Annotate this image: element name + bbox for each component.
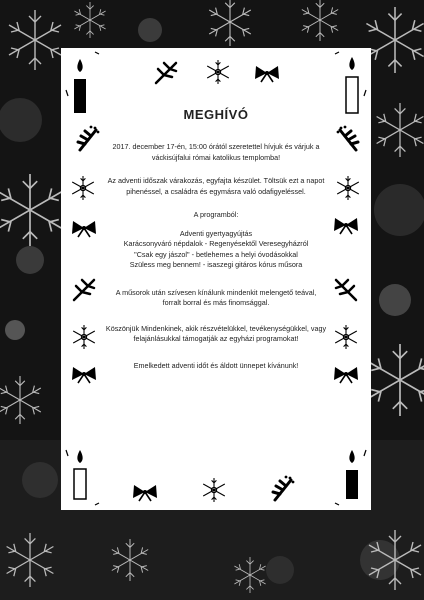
page-title: MEGHÍVÓ	[183, 107, 249, 122]
invitation-text	[74, 100, 358, 371]
intro-line: 2017. december 17-én, 15:00 órától szeretettel hívjuk és várjuk a	[112, 142, 320, 151]
advent-line: pihenéssel, a családra és egymásra való odafigyeléssel.	[126, 186, 306, 196]
closing-line: Emelkedett adventi időt és áldott ünnepet kívánunk!	[133, 360, 299, 370]
program-item: Szüless meg bennem! - isaszegi gitáros kórus műsora	[129, 260, 303, 269]
thanks-line: felajánlásukkal támogatják az egyházi programokat!	[133, 334, 299, 343]
program-item: Karácsonyváró népdalok - Regenyésektől Veresegyházról	[123, 239, 309, 248]
program-heading: A programból:	[193, 210, 239, 219]
advent-line: Az adventi időszak várakozás, egyfajta készület. Töltsük ezt a napot	[107, 176, 325, 185]
refreshment-line: A műsorok után szívesen kínálunk mindenkit melengető teával,	[115, 287, 317, 297]
intro-line: váckisújfalui római katolikus templomba!	[151, 152, 281, 162]
program-item: Adventi gyertyagyújtás	[179, 228, 253, 238]
program-item: "Csak egy jászol" - betlehemes a helyi óvodásokkal	[134, 249, 298, 259]
thanks-line: Köszönjük Mindenkinek, akik részvételükkel, tevékenységükkel, vagy	[105, 323, 327, 333]
refreshment-line: forralt borral és más finomsággal.	[162, 298, 270, 307]
